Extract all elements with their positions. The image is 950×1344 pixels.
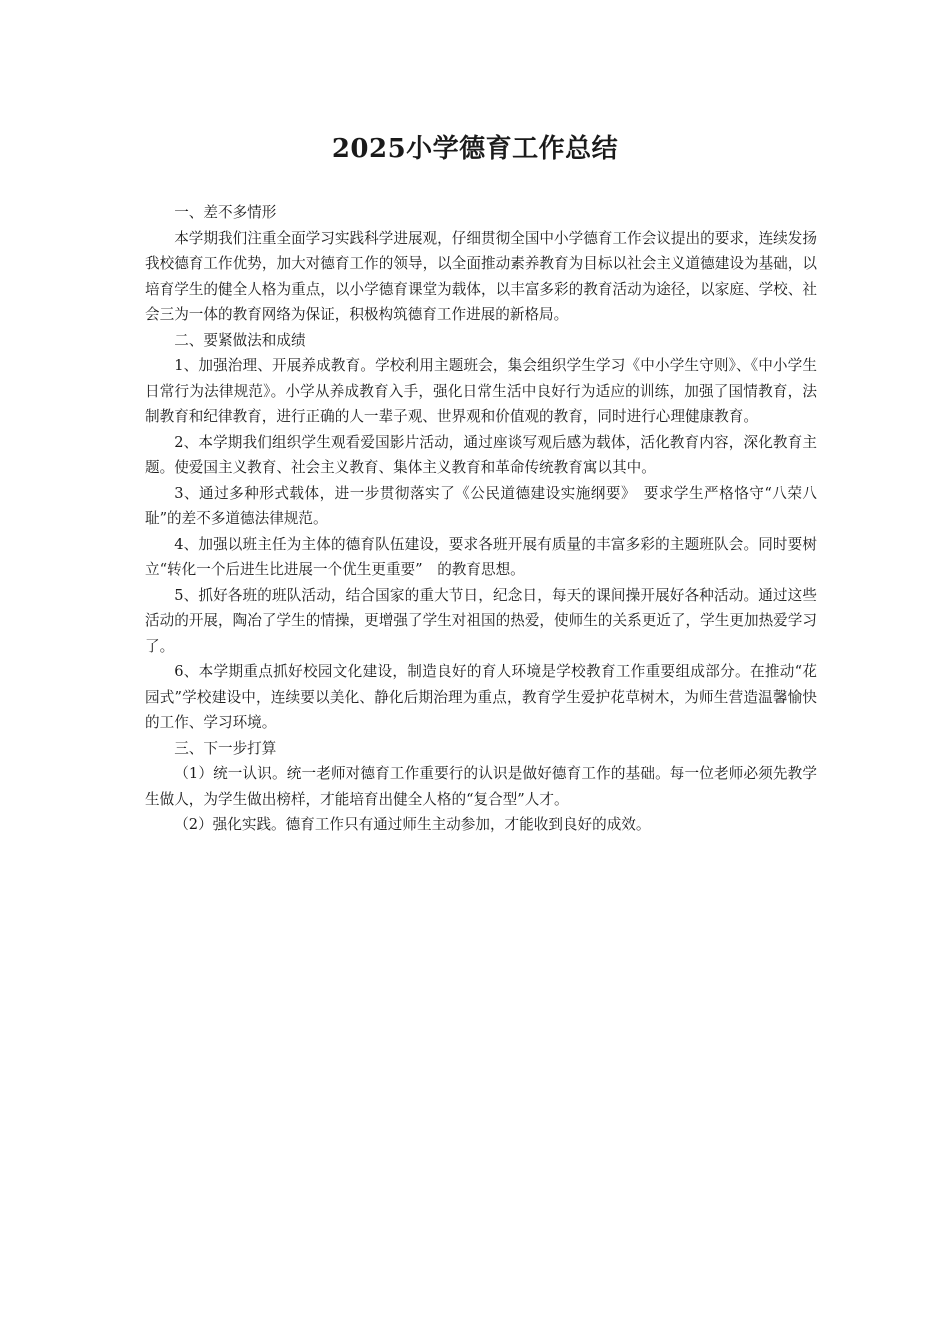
paragraph-item-6: 6、本学期重点抓好校园文化建设，制造良好的育人环境是学校教育工作重要组成部分。在推动“花园式”学校建设中，连续要以美化、静化后期治理为重点，教育学生爱护花草树木，为师生营造温馨愉快的工作、学习环境。 <box>145 663 817 731</box>
section-heading-1: 一、差不多情形 <box>174 204 277 221</box>
document-title: 2025小学德育工作总结 <box>331 134 619 164</box>
paragraph-plan-2: （2）强化实践。德育工作只有通过师生主动参加，才能收到良好的成效。 <box>174 816 651 833</box>
paragraph-item-5: 5、抓好各班的班队活动，结合国家的重大节日，纪念日，每天的课间操开展好各种活动。通过这些活动的开展，陶冶了学生的情操，更增强了学生对祖国的热爱，使师生的关系更近了，学生更加热爱学习了。 <box>145 586 817 655</box>
document-body <box>145 200 817 838</box>
paragraph-item-3: 3、通过多种形式载体，进一步贯彻落实了《公民道德建设实施纲要》 要求学生严格恪守“八荣八耻”的差不多道德法律规范。 <box>145 484 817 527</box>
paragraph-item-2: 2、本学期我们组织学生观看爱国影片活动，通过座谈写观后感为载体，活化教育内容，深化教育主题。使爱国主义教育、社会主义教育、集体主义教育和革命传统教育寓以其中。 <box>145 433 817 476</box>
paragraph-item-4: 4、加强以班主任为主体的德育队伍建设，要求各班开展有质量的丰富多彩的主题班队会。同时要树立“转化一个后进生比进展一个优生更重要” 的教育思想。 <box>145 535 817 578</box>
paragraph-plan-1: （1）统一认识。统一老师对德育工作重要行的认识是做好德育工作的基础。每一位老师必须先教学生做人，为学生做出榜样，才能培育出健全人格的“复合型”人才。 <box>145 765 817 808</box>
section-heading-2: 二、要紧做法和成绩 <box>174 331 306 349</box>
paragraph-overview: 本学期我们注重全面学习实践科学进展观，仔细贯彻全国中小学德育工作会议提出的要求，连续发扬我校德育工作优势，加大对德育工作的领导，以全面推动素养教育为目标以社会主义道德建设为基础，以培育学生的健全人格为重点，以小学德育课堂为载体，以丰富多彩的教育活动为途径，以家庭、学校、社会三为一体的教育网络为保证，积极构筑德育工作进展的新格局。 <box>145 229 817 323</box>
section-heading-3: 三、下一步打算 <box>174 739 277 757</box>
paragraph-item-1: 1、加强治理、开展养成教育。学校利用主题班会，集会组织学生学习《中小学生守则》、《中小学生日常行为法律规范》。小学从养成教育入手，强化日常生活中良好行为适应的训练，加强了国情教育，法制教育和纪律教育，进行正确的人一辈子观、世界观和价值观的教育，同时进行心理健康教育。 <box>145 357 817 425</box>
